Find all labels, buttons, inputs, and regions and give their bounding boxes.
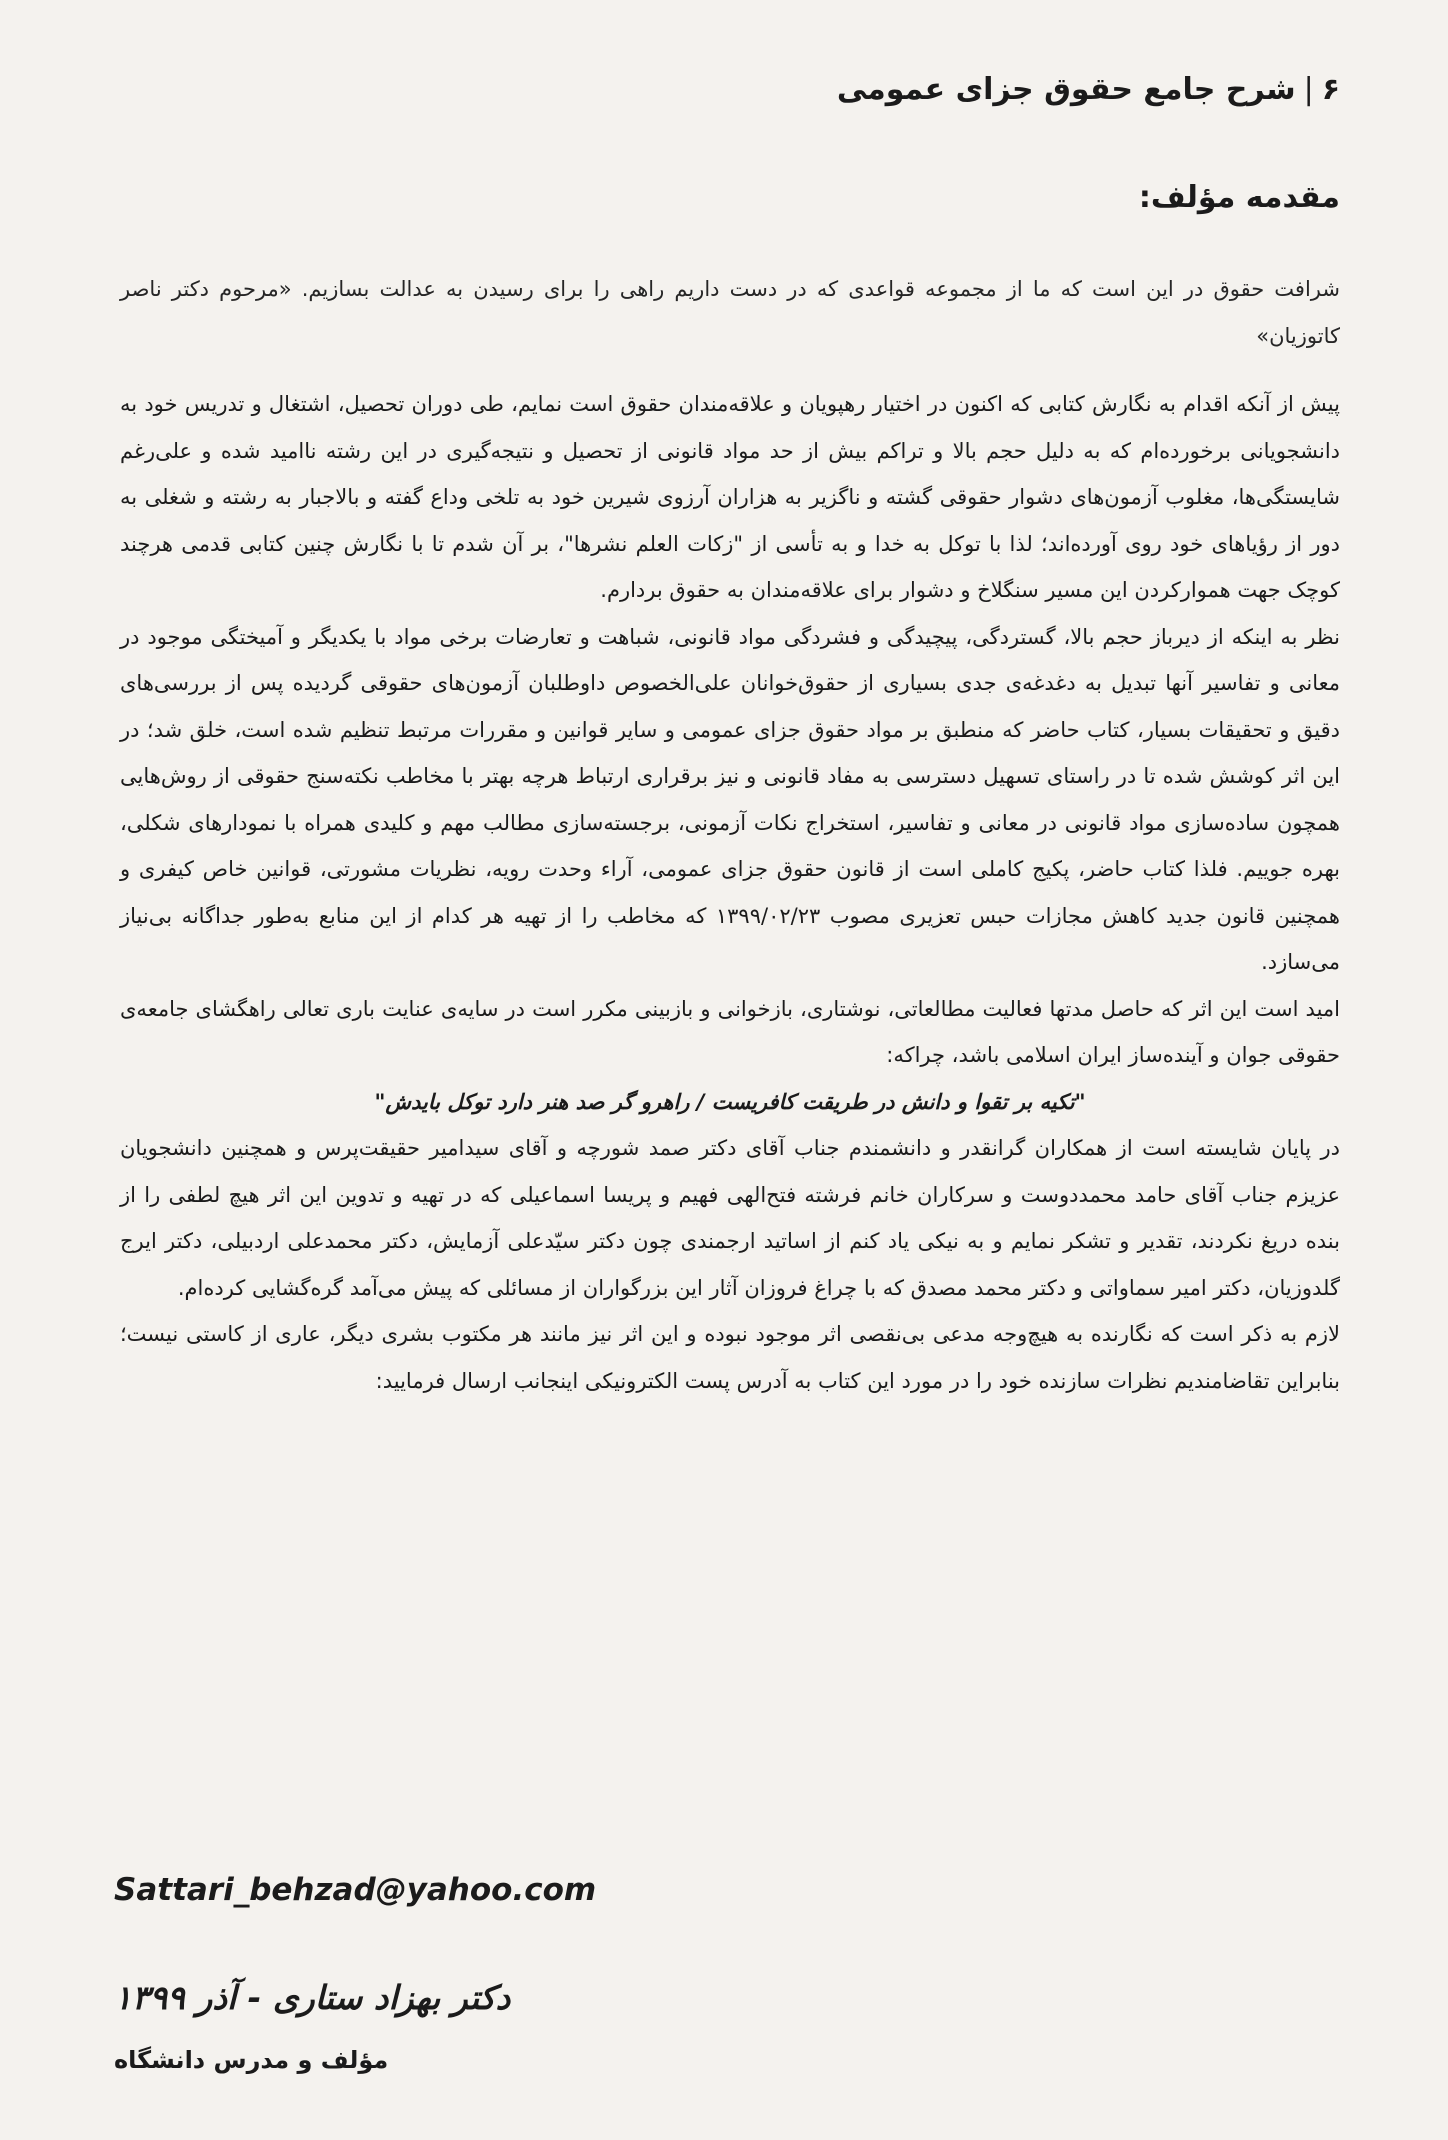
running-header xyxy=(837,72,1340,107)
author-email[interactable]: Sattari_behzad@yahoo.com xyxy=(114,1872,597,1908)
paragraph-4: در پایان شایسته است از همکاران گرانقدر و دانشمندم جناب آقای دکتر صمد شورچه و آقای سیدامیر حقیقت‌پرس و همچنین دانشجویان عزیزم جناب آقای حامد محمددوست و سرکاران خانم فرشته فتح‌الهی فهیم و پریسا اسماعیلی که در تهیه و تدوین این اثر هیچ لطفی را از بنده دریغ نکردند، تقدیر و تشکر نمایم و به نیکی یاد کنم از اساتید ارجمندی چون دکتر سیّدعلی آزمایش، دکتر محمدعلی اردبیلی، دکتر ایرج گلدوزیان، دکتر امیر سماواتی و دکتر محمد مصدق که با چراغ فروزان آثار این بزرگواران از مسائلی که پیش می‌آمد گره‌گشایی کرده‌ام. xyxy=(120,1136,1340,1300)
section-title: مقدمه مؤلف: xyxy=(1138,180,1340,215)
author-signature: دکتر بهزاد ستاری - آذر ۱۳۹۹ xyxy=(114,1978,511,2017)
paragraph-3: امید است این اثر که حاصل مدتها فعالیت مطالعاتی، نوشتاری، بازخوانی و بازبینی مکرر است در سایه‌ی عنایت باری تعالی راهگشای جامعه‌ی حقوقی جوان و آینده‌ساز ایران اسلامی باشد، چراکه: xyxy=(120,996,1340,1067)
author-role: مؤلف و مدرس دانشگاه xyxy=(114,2046,389,2074)
paragraph-2: نظر به اینکه از دیرباز حجم بالا، گستردگی، پیچیدگی و فشردگی مواد قانونی، شباهت و تعارضات برخی مواد با یکدیگر و آمیختگی موجود در معانی و تفاسیر آنها تبدیل به دغدغه‌ی جدی بسیاری از حقوق‌خوانان علی‌الخصوص داوطلبان آزمون‌های حقوقی گردیده پس از بررسی‌های دقیق و تحقیقات بسیار، کتاب حاضر که منطبق بر مواد حقوق جزای عمومی و سایر قوانین و مقررات مرتبط تنظیم شده است، خلق شد؛ در این اثر کوشش شده تا در راستای تسهیل دسترسی به مفاد قانونی و نیز برقراری ارتباط هرچه بهتر با مخاطب نکته‌سنج حقوقی از روش‌هایی همچون ساده‌سازی مواد قانونی در معانی و تفاسیر، استخراج نکات آزمونی، برجسته‌سازی مطالب مهم و کلیدی همراه با نمودارهای شکلی، بهره جوییم. فلذا کتاب حاضر، پکیج کاملی است از قانون حقوق جزای عمومی، آراء وحدت رویه، نظریات مشورتی، قوانین خاص کیفری و همچنین قانون جدید کاهش مجازات حبس تعزیری مصوب ۱۳۹۹/۰۲/۲۳ که مخاطب را از تهیه هر کدام از این منابع به‌طور جداگانه بی‌نیاز می‌سازد. xyxy=(120,624,1340,974)
book-title: شرح جامع حقوق جزای عمومی xyxy=(836,72,1296,107)
header-separator: | xyxy=(1303,72,1314,107)
page-number: ۶ xyxy=(1321,72,1340,107)
paragraph-1: پیش از آنکه اقدام به نگارش کتابی که اکنون در اختیار رهپویان و علاقه‌مندان حقوق است نمایم، طی دوران تحصیل، اشتغال و تدریس خود به دانشجویانی برخورده‌ام که به دلیل حجم بالا و تراکم بیش از حد مواد قانونی از تحصیل و نتیجه‌گیری در این رشته ناامید شده و علی‌رغم شایستگی‌ها، مغلوب آزمون‌های دشوار حقوقی گشته و ناگزیر به هزاران آرزوی شیرین خود به تلخی وداع گفته و بالاجبار به رشته و شغلی به دور از رؤیاهای خود روی آورده‌اند؛ لذا با توکل به خدا و به تأسی از "زکات العلم نشرها"، بر آن شدم تا با نگارش چنین کتابی قدمی هرچند کوچک جهت هموارکردن این مسیر سنگلاخ و دشوار برای علاقه‌مندان به حقوق بردارم. xyxy=(120,392,1340,602)
paragraph-5: لازم به ذکر است که نگارنده به هیچ‌وجه مدعی بی‌نقصی اثر موجود نبوده و این اثر نیز مانند هر مکتوب بشری دیگر، عاری از کاستی نیست؛ بنابراین تقاضامندیم نظرات سازنده خود را در مورد این کتاب به آدرس پست الکترونیکی اینجانب ارسال فرمایید: xyxy=(120,1322,1340,1393)
epigraph-quote: شرافت حقوق در این است که ما از مجموعه قواعدی که در دست داریم راهی را برای رسیدن به عدالت بسازیم. «مرحوم دکتر ناصر کاتوزیان» xyxy=(120,277,1340,348)
poem-line: "تکیه بر تقوا و دانش در طریقت کافریست / راهرو گر صد هنر دارد توکل بایدش" xyxy=(374,1089,1086,1114)
preface-body xyxy=(120,266,1340,1404)
